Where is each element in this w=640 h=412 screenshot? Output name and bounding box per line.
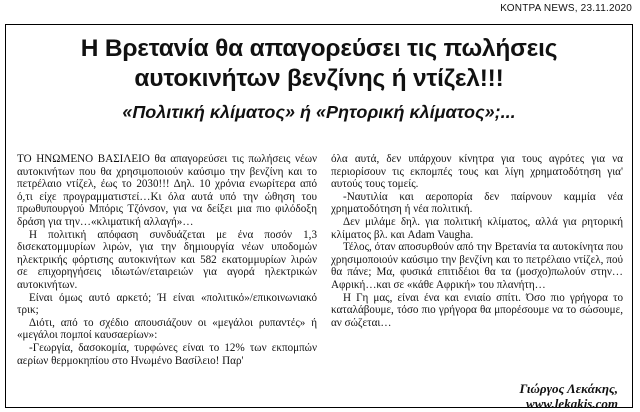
paragraph: Δεν μιλάμε δηλ. για πολιτική κλίματος, αλλά για ρητορική κλίματος βλ. και Adam Vaugha. (331, 215, 623, 241)
author-website: www.lekakis.com (526, 396, 618, 411)
masthead: ΚΟΝΤΡΑ NEWS, 23.11.2020 (500, 3, 632, 14)
paragraph: όλα αυτά, δεν υπάρχουν κίνητρα για τους αγρότες για να περιορίσουν τις εκπομπές τους και λίγη χρηματοδότηση για' αυτούς τους τομείς. (331, 153, 623, 191)
paragraph-text: θα απαγορεύσει τις πωλήσεις νέων αυτοκινήτων που θα χρησιμοποιούν καύσιμο την βενζίνη και το πετρέλαιο ντίζελ, έως το 2030!!! Δηλ. 10 χρόνια ενωρίτερα από ό,τι είχε προγραμματιστεί…Κι όλα αυτά υπό την ώθηση του πρωθυπουργού Μπόρις Τζόνσον, για να δείξει μια πιο φιλόδοξη δράση για την…«κλιματική αλλαγή»… (17, 153, 318, 228)
left-column (17, 153, 317, 367)
paragraph: Τέλος, όταν αποσυρθούν από την Βρετανία τα αυτοκίνητα που χρησιμοποιούν καύσιμο την βενζίνη και το πετρέλαιο ντίζελ, πού θα πάνε; Μα, φυσικά επιτιδέιοι θα τα (μοσχο)πωλούν στην…Αφρική…και σε «κάθε Αφρική» του πλανήτη… (331, 241, 623, 291)
paragraph: -Γεωργία, δασοκομία, τυρφώνες είναι το 12% των εκπομπών αερίων θερμοκηπίου στο Ηνωμένο Βασίλειο! Παρ' (17, 341, 317, 367)
headline-line-2: αυτοκινήτων βενζίνης ή ντίζελ!!! (134, 65, 504, 92)
paragraph: -Ναυτιλία και αεροπορία δεν παίρνουν καμμία νέα χρηματοδότηση ή νέα πολιτική. (331, 190, 623, 216)
paragraph: Είναι όμως αυτό αρκετό; Ή είναι «πολιτικό»/επικοινωνιακό τρικ; (17, 291, 317, 317)
headline (6, 34, 632, 94)
paragraph: Διότι, από το σχέδιο απουσιάζουν οι «μεγάλοι ρυπαντές» ή «μεγάλοι πομποί καυσαερίων»: (17, 316, 317, 342)
headline-line-1: Η Βρετανία θα απαγορεύσει τις πωλήσεις (80, 35, 558, 62)
right-column (331, 153, 623, 329)
subheadline: «Πολιτική κλίματος» ή «Ρητορική κλίματος»;... (122, 102, 516, 122)
signature (520, 381, 618, 411)
paragraph (17, 153, 317, 229)
paragraph: Η Γη μας, είναι ένα και ενιαίο σπίτι. Όσο πιο γρήγορα το καταλάβουμε, τόσο πιο γρήγορα θα μπορέσουμε να το σώσουμε, αν σώζεται… (331, 291, 623, 329)
author-name: Γιώργος Λεκάκης, (519, 381, 618, 396)
lead-in: ΤΟ ΗΝΩΜΕΝΟ ΒΑΣΙΛΕΙΟ (17, 153, 150, 165)
article-frame (5, 24, 633, 411)
paragraph: Η πολιτική απόφαση συνδυάζεται με ένα ποσόν 1,3 δισεκατομμυρίων λιρών, για την δημιουργία νέων υποδομών ηλεκτρικής φόρτισης αυτοκινήτων και 582 εκατομμυρίων λιρών σε επιχορηγήσεις ιδιωτών/εταιρειών για αγορά ηλεκτρικών αυτοκινήτων. (17, 228, 317, 291)
